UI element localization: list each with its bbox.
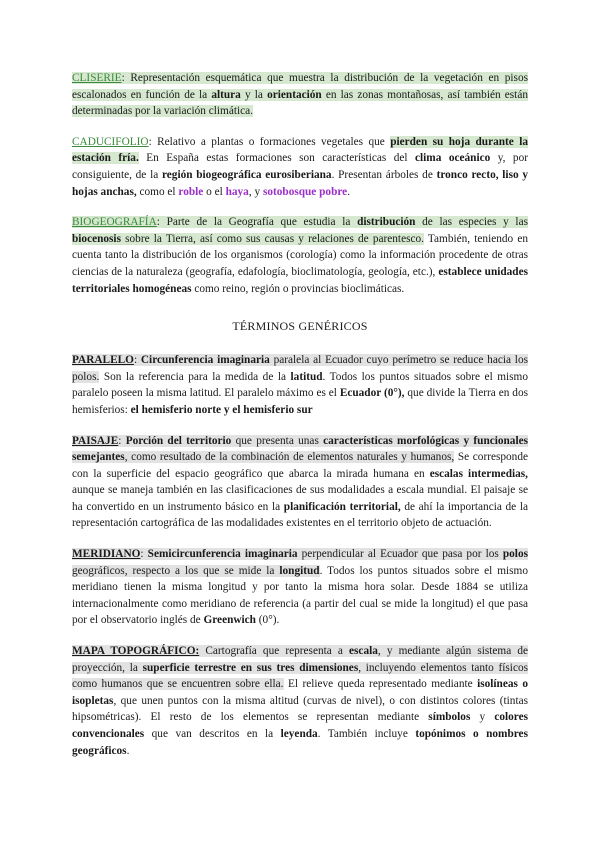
bold-text: leyenda (280, 728, 318, 740)
text: : (118, 434, 126, 447)
text: . Presentan árboles de (331, 168, 437, 181)
entry-mapa-topografico (72, 643, 528, 759)
bold-text: altura (211, 88, 241, 101)
bold-text: clima oceánico (415, 152, 491, 165)
bold-text: Ecuador (0°), (339, 387, 405, 400)
entry-paralelo (72, 352, 528, 418)
text: o el (203, 185, 226, 198)
text: : Representación esquemática que muestra la distribución de la vegetación en pisos escalonados en función de la (72, 72, 528, 101)
text: , que unen puntos con la misma altitud (curvas de nivel), o con distintos colores (tintas hipsométricas). El resto de los elementos se representan mediante (72, 694, 528, 724)
text: , incluyendo elementos tanto físicos como humanos que se encuentren sobre ella. (72, 661, 528, 691)
bold-text: longitud (279, 564, 320, 577)
bold-text: establece unidades territoriales homogéneas (72, 265, 528, 295)
text: de ahí la importancia de la representación cartográfica de las modalidades existentes en el territorio objeto de actuación. (72, 500, 528, 530)
bold-text: escala (349, 645, 378, 658)
text: y (470, 711, 495, 724)
bold-text: orientación (267, 88, 322, 101)
text: que presenta unas (231, 434, 324, 447)
bold-text: Semicircunferencia imaginaria (147, 548, 298, 561)
bold-text: símbolos (428, 711, 471, 724)
text: perpendicular al Ecuador que pasa por los (297, 548, 503, 561)
term-biogeografia: BIOGEOGRAFÍA (72, 216, 157, 229)
text: , como resultado de la combinación de elementos naturales y humanos, (124, 451, 455, 464)
bold-text: tronco recto, liso y hojas anchas, (72, 168, 529, 198)
bold-text: topónimos o nombres geográficos (72, 728, 528, 757)
entry-cliserie (72, 70, 528, 120)
text: : Relativo a plantas o formaciones vegetales que (148, 135, 391, 148)
bold-text: distribución (357, 216, 416, 229)
entry-meridiano (72, 546, 528, 629)
bold-text: características morfológicas y funcionales semejantes (72, 434, 529, 464)
term-mapa-topografico: MAPA TOPOGRÁFICO: (72, 645, 200, 658)
text: En España estas formaciones son características del (138, 152, 416, 165)
text: : (133, 354, 141, 367)
term-paisaje: PAISAJE (72, 434, 119, 447)
bold-text: Circunferencia imaginaria (140, 354, 270, 367)
bold-text: Greenwich (203, 614, 256, 627)
text: El relieve queda representado mediante (283, 678, 478, 691)
section-title: TÉRMINOS GENÉRICOS (232, 319, 368, 334)
term-cliserie: CLISERIE (72, 72, 122, 84)
bold-text: latitud (290, 370, 323, 383)
text: como el (136, 185, 179, 198)
text: aunque se maneja también en las clasificaciones de sus modalidades a escala mundial. El paisaje se ha convertido en un instrumento básico en la (72, 484, 528, 513)
text: de las especies y las (415, 216, 528, 229)
text: : (140, 548, 148, 561)
text: geográficos, respecto a los que se mide la (72, 564, 280, 577)
text: que van descritos en la (144, 728, 281, 740)
text: (0°). (255, 614, 280, 627)
text: y, por consiguiente, de la (72, 152, 528, 181)
text: También, teniendo en cuenta tanto la distribución de los organismos (corología) como la información procedente de otras ciencias de la naturaleza (geografía, edafología, bioclimatología, geología, etc.), (72, 232, 528, 278)
text: y la (240, 88, 268, 101)
bold-text: Porción del territorio (125, 434, 232, 447)
text: en las zonas montañosas, así también están determinadas por la variación climática. (72, 88, 528, 118)
bold-text: el hemisferio norte y el hemisferio sur (130, 403, 313, 416)
purple-text: roble (178, 185, 204, 198)
term-paralelo: PARALELO (72, 354, 134, 367)
text: . (347, 185, 351, 198)
text: , y (248, 185, 263, 198)
text: . También incluye (317, 728, 416, 740)
purple-text: haya (225, 185, 249, 198)
text: paralela al Ecuador cuyo perímetro se reduce hacia los polos. (72, 354, 528, 383)
bold-text: superficie terrestre en sus tres dimensiones (142, 661, 359, 674)
term-caducifolio: CADUCIFOLIO (72, 135, 149, 148)
text: sobre la Tierra, así como sus causas y relaciones de parentesco. (120, 232, 424, 245)
text: . (126, 744, 130, 757)
entry-biogeografia (72, 214, 528, 297)
term-meridiano: MERIDIANO (72, 548, 141, 561)
purple-text: sotobosque pobre (262, 185, 348, 198)
bold-text: colores convencionales (72, 711, 528, 740)
text: Son la referencia para la medida de la (99, 370, 291, 383)
bold-text: planificación territorial, (283, 500, 401, 513)
bold-text: escalas intermedias, (429, 467, 528, 480)
bold-text: biocenosis (72, 232, 121, 245)
bold-text: región biogeográfica eurosiberiana (161, 168, 332, 181)
text: . Todos los puntos situados sobre el mismo meridiano tienen la misma longitud y por tanto la misma hora solar. Desde 1884 se utiliza internacionalmente como meridiano de referencia (a partir del cual se mide la longitud) el que pasa por el observatorio inglés de (72, 564, 528, 627)
text: , y mediante algún sistema de proyección, la (72, 645, 528, 674)
text: que divide la Tierra en dos hemisferios: (72, 387, 528, 416)
text: como reino, región o provincias bioclimáticas. (191, 282, 405, 295)
text: Se corresponde con la superficie del espacio geográfico que abarca la mirada humana en (72, 451, 528, 480)
entry-paisaje (72, 433, 528, 533)
text: . Todos los puntos situados sobre el mismo paralelo poseen la misma latitud. El paralelo máximo es el (72, 370, 528, 400)
text: : Parte de la Geografía que estudia la (156, 216, 358, 229)
highlight (72, 72, 528, 117)
bold-text: isolíneas o isopletas (72, 678, 528, 707)
entry-caducifolio (72, 134, 528, 200)
bold-text: polos (502, 548, 528, 561)
text: Cartografía que representa a (199, 645, 350, 658)
bold-text: pierden su hoja durante la estación fría. (72, 135, 529, 165)
